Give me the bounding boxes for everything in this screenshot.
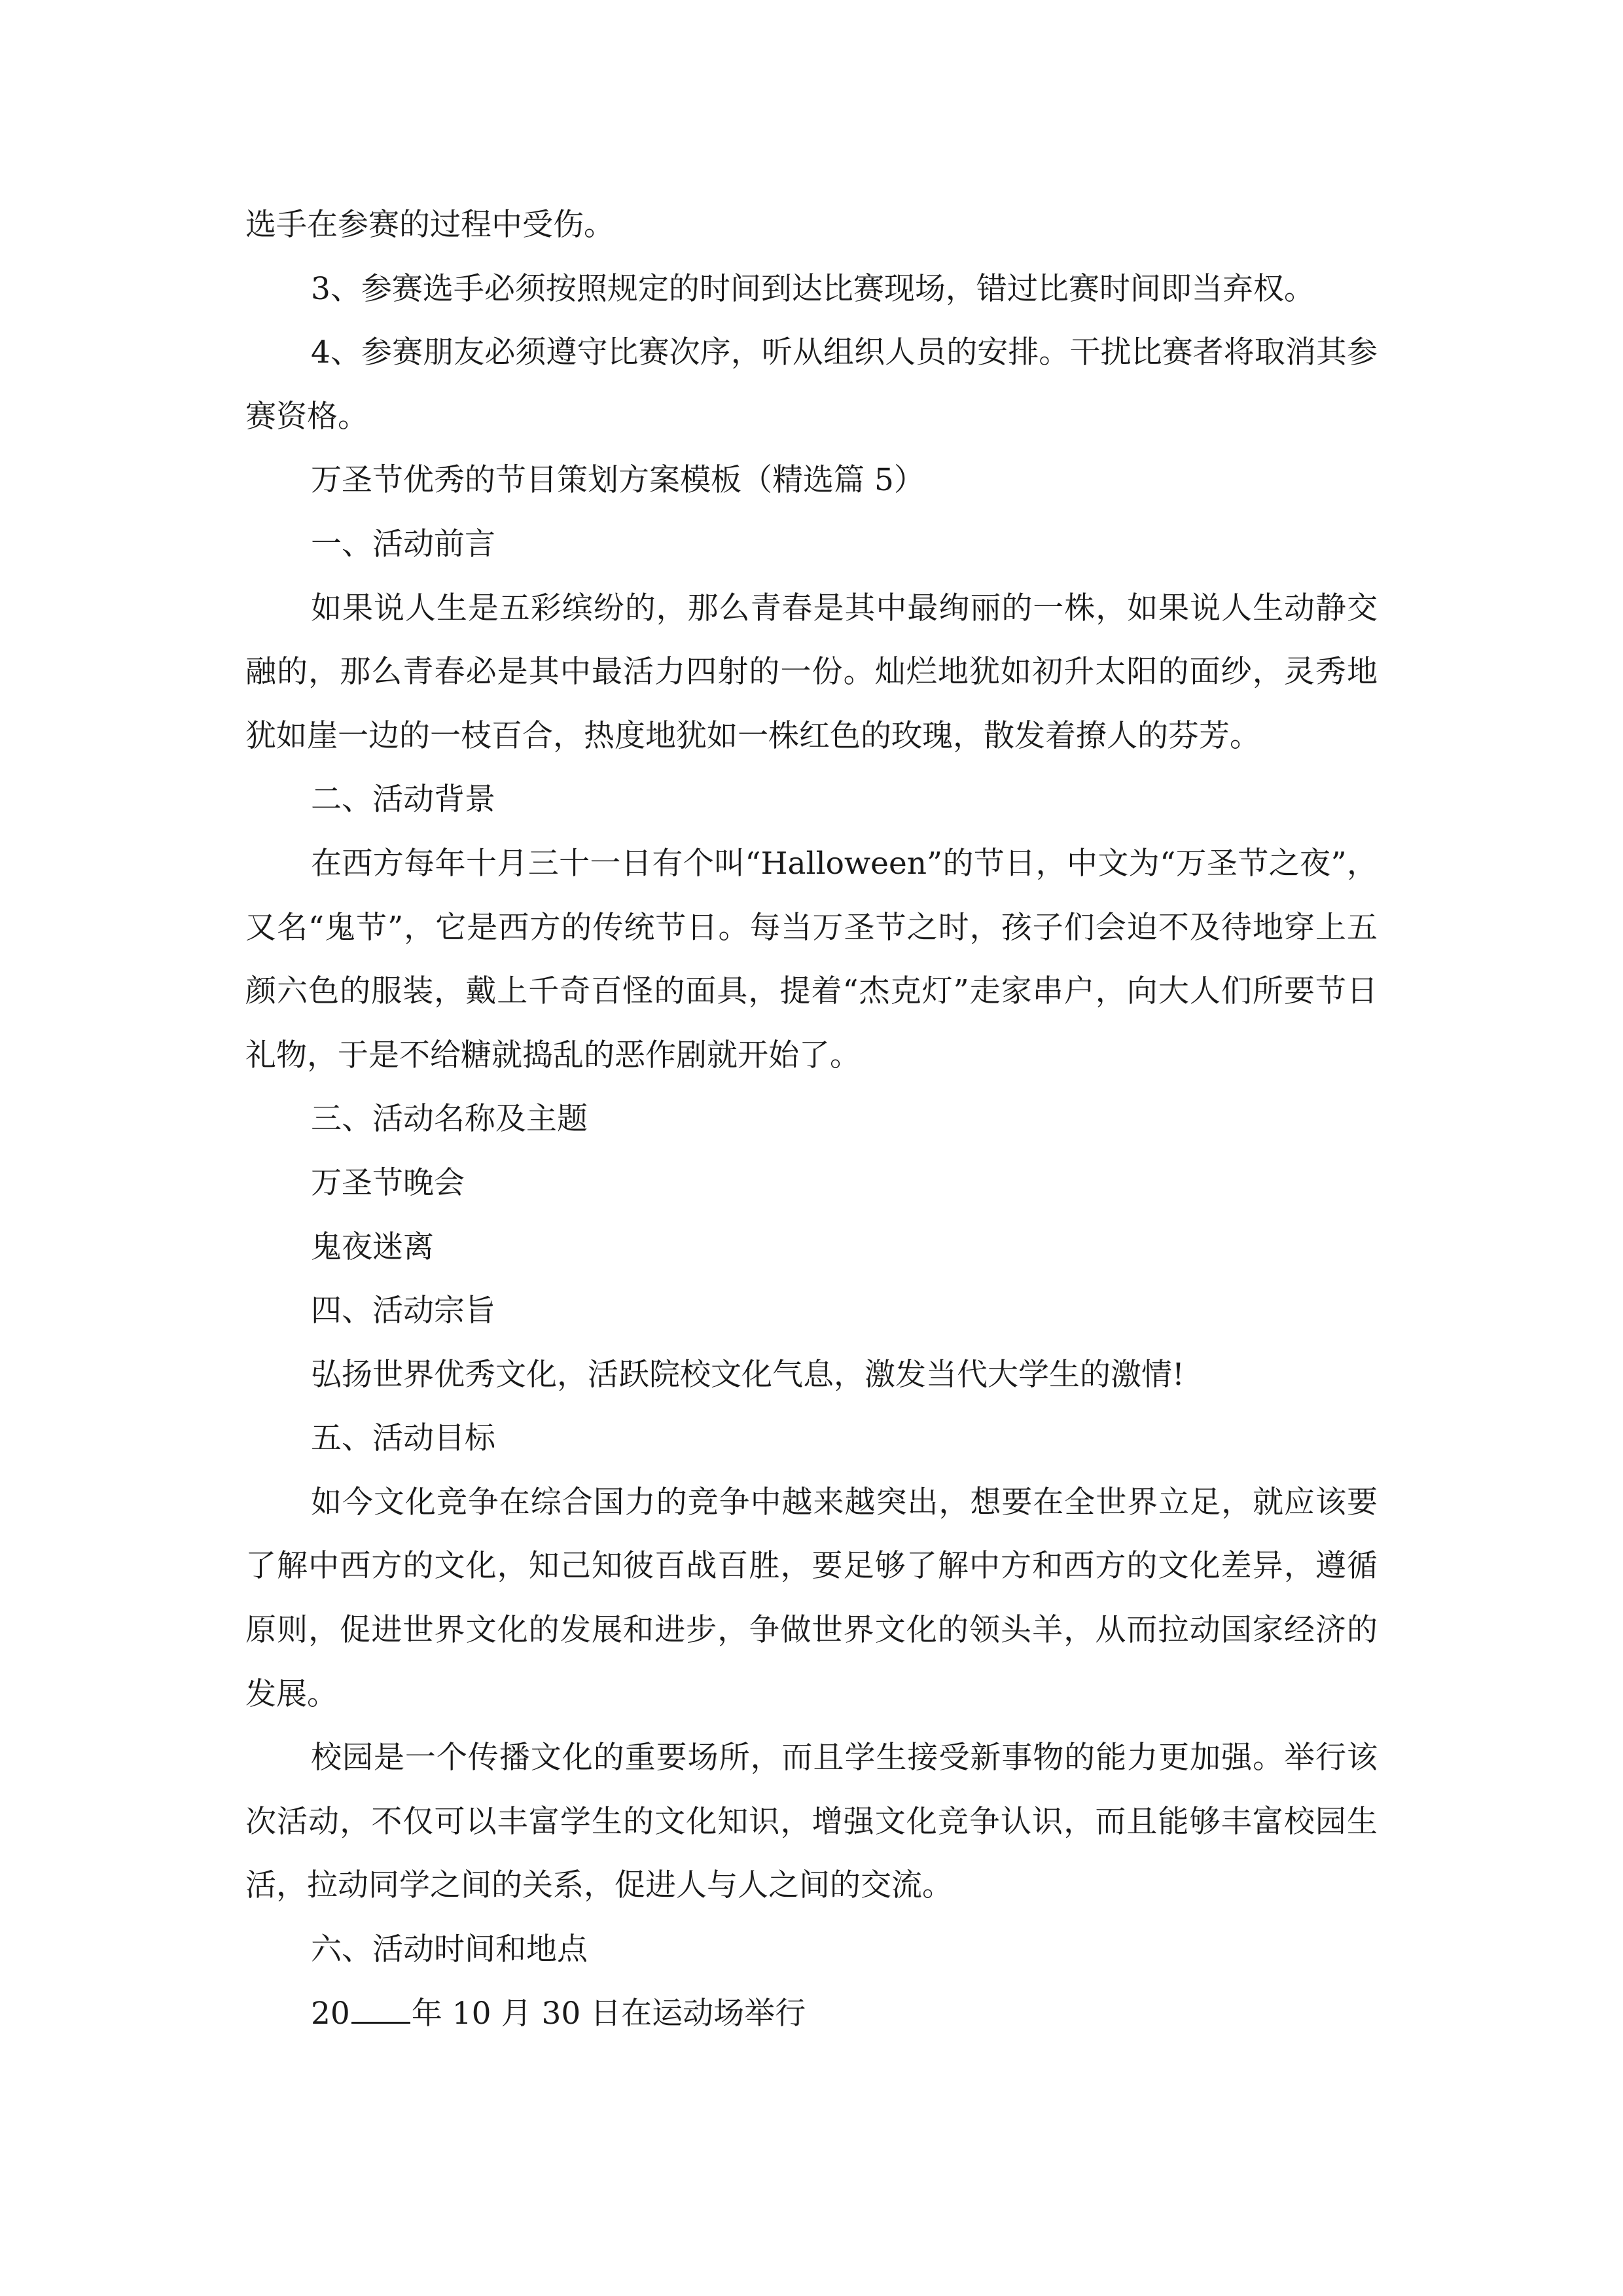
year-prefix: 20 (311, 1995, 350, 2032)
section-title: 万圣节优秀的节目策划方案模板（精选篇 5） (311, 462, 925, 499)
paragraph-background: 在西方每年十月三十一日有个叫“Halloween”的节日，中文为“万圣节之夜”，又名“鬼节”，它是西方的传统节日。每当万圣节之时，孩子们会迫不及待地穿上五颜六色的服装，戴上千奇百怪的面具，提着“杰克灯”走家串户，向大人们所要节日礼物，于是不给糖就捣乱的恶作剧就开始了。 (245, 845, 1378, 1073)
heading-background: 二、活动背景 (311, 781, 495, 818)
paragraph-goals-2: 校园是一个传播文化的重要场所，而且学生接受新事物的能力更加强。举行该次活动，不仅可以丰富学生的文化知识，增强文化竞争认识，而且能够丰富校园生活，拉动同学之间的关系，促进人与人之间的交流。 (245, 1740, 1378, 1904)
heading-goals: 五、活动目标 (311, 1420, 495, 1457)
heading-name-theme: 三、活动名称及主题 (311, 1101, 588, 1138)
paragraph-time-place (245, 1982, 1378, 2046)
activity-theme: 鬼夜迷离 (311, 1229, 434, 1265)
heading-purpose: 四、活动宗旨 (311, 1293, 495, 1329)
paragraph-continuation: 选手在参赛的过程中受伤。 (245, 207, 615, 243)
year-blank (351, 1991, 410, 2024)
heading-time-place: 六、活动时间和地点 (311, 1931, 588, 1968)
heading-preface: 一、活动前言 (311, 526, 495, 562)
activity-name: 万圣节晚会 (311, 1164, 465, 1201)
document-body (245, 193, 1378, 2045)
date-location-text: 年 10 月 30 日在运动场举行 (411, 1995, 806, 2032)
rule-item-4: 4、参赛朋友必须遵守比赛次序，听从组织人员的安排。干扰比赛者将取消其参赛资格。 (245, 334, 1378, 435)
paragraph-preface: 如果说人生是五彩缤纷的，那么青春是其中最绚丽的一株，如果说人生动静交融的，那么青春必是其中最活力四射的一份。灿烂地犹如初升太阳的面纱，灵秀地犹如崖一边的一枝百合，热度地犹如一株红色的玫瑰，散发着撩人的芬芳。 (245, 590, 1378, 754)
rule-item-3: 3、参赛选手必须按照规定的时间到达比赛现场，错过比赛时间即当弃权。 (311, 270, 1315, 307)
paragraph-goals-1: 如今文化竞争在综合国力的竞争中越来越突出，想要在全世界立足，就应该要了解中西方的文化，知己知彼百战百胜，要足够了解中方和西方的文化差异，遵循原则，促进世界文化的发展和进步，争做世界文化的领头羊，从而拉动国家经济的发展。 (245, 1484, 1378, 1712)
paragraph-purpose: 弘扬世界优秀文化，活跃院校文化气息，激发当代大学生的激情! (311, 1356, 1185, 1393)
